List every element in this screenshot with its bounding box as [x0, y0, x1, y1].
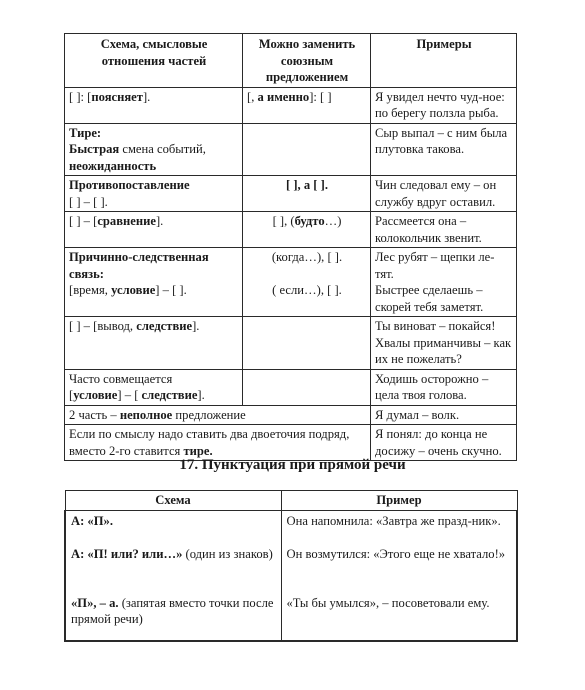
scheme-cell: Часто совмещается [условие] – [ следствие].	[65, 369, 243, 405]
scheme-cell: А: «П». А: «П! или? или…» (один из знаков) «П», – а. (запятая вместо точки после прямой речи)	[65, 510, 281, 641]
table-row	[65, 369, 517, 405]
header-scheme: Схема	[65, 491, 281, 511]
header-scheme: Схема, смысловые отношения частей	[65, 34, 243, 88]
scheme-cell: 2 часть – неполное предложение	[65, 405, 371, 425]
alternative-cell: [, а именно]: [ ]	[243, 87, 371, 123]
example-cell: Ты виноват – покайся! Хвалы приманчивы – как их не пожелать?	[371, 317, 517, 370]
header-alternative: Можно заменить союзным предложением	[243, 34, 371, 88]
alternative-cell	[243, 123, 371, 176]
alternative-cell: (когда…), [ ]. ( если…), [ ].	[243, 248, 371, 317]
scheme-cell: [ ]: [поясняет].	[65, 87, 243, 123]
table-row	[65, 212, 517, 248]
section-title: 17. Пунктуация при прямой речи	[179, 457, 406, 473]
alternative-cell: [ ], а [ ].	[243, 176, 371, 212]
header-examples: Примеры	[371, 34, 517, 88]
table-row	[65, 123, 517, 176]
scheme-cell: [ ] – [сравнение].	[65, 212, 243, 248]
table-header-row	[65, 34, 517, 88]
table-row	[65, 87, 517, 123]
table-header-row	[65, 491, 517, 511]
example-cell: Чин следовал ему – он службу вдруг оставил.	[371, 176, 517, 212]
table-row	[65, 248, 517, 317]
example-cell: Лес рубят – щепки ле-тят. Быстрее сделаешь – скорей тебя заметят.	[371, 248, 517, 317]
example-cell: Я понял: до конца не досижу – очень скучно.	[371, 425, 517, 461]
scheme-cell: Тире: Быстрая смена событий, неожиданность	[65, 123, 243, 176]
punctuation-table	[64, 33, 517, 461]
table-row	[65, 425, 517, 461]
example-cell: Ходишь осторожно – цела твоя голова.	[371, 369, 517, 405]
header-example: Пример	[281, 491, 517, 511]
example-cell: Я думал – волк.	[371, 405, 517, 425]
example-cell: Я увидел нечто чуд-ное: по берегу ползла рыба.	[371, 87, 517, 123]
scheme-cell: Противопоставление [ ] – [ ].	[65, 176, 243, 212]
alternative-cell: [ ], (будто…)	[243, 212, 371, 248]
scheme-cell: Если по смыслу надо ставить два двоеточия подряд, вместо 2-го ставится тире.	[65, 425, 371, 461]
alternative-cell	[243, 317, 371, 370]
scheme-cell: Причинно-следственная связь: [время, условие] – [ ].	[65, 248, 243, 317]
example-cell: Она напомнила: «Завтра же празд-ник». Он возмутился: «Этого еще не хватало!» «Ты бы умылся», – посоветовали ему.	[281, 510, 517, 641]
example-cell: Рассмеется она – колокольчик звенит.	[371, 212, 517, 248]
direct-speech-table	[64, 490, 518, 642]
table-row	[65, 317, 517, 370]
example-cell: Сыр выпал – с ним была плутовка такова.	[371, 123, 517, 176]
scheme-cell: [ ] – [вывод, следствие].	[65, 317, 243, 370]
table-row	[65, 176, 517, 212]
table-row	[65, 405, 517, 425]
alternative-cell	[243, 369, 371, 405]
table-row	[65, 510, 517, 641]
